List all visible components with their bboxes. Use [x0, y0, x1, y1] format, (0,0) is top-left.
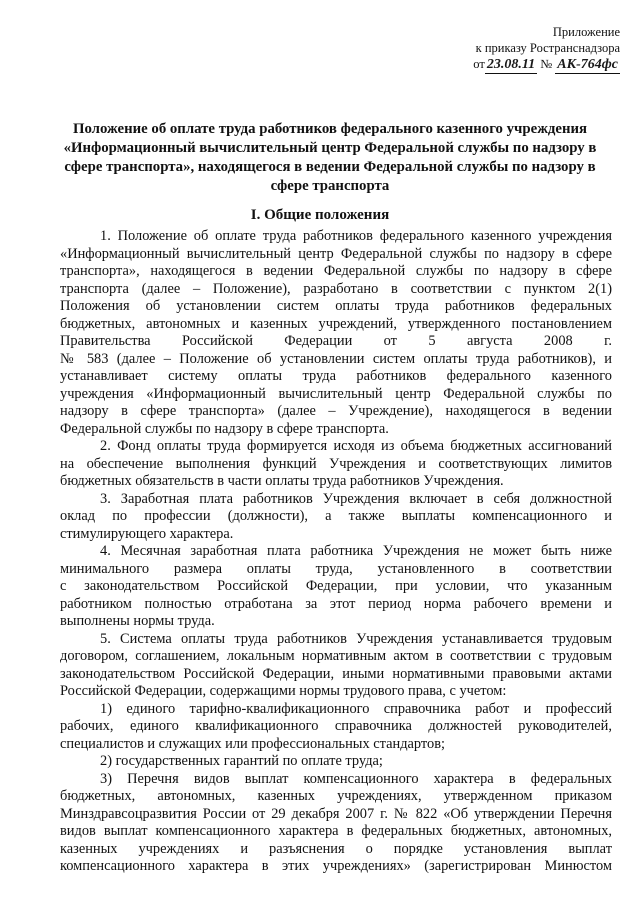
text-line: специалистов и служащих или профессиональных стандартов; [60, 735, 446, 752]
paragraph [60, 491, 612, 544]
text-line: № 583 (далее – Положение об установлении систем оплаты труда работников), и [60, 350, 612, 367]
text-line: 3) Перечня видов выплат компенсационного характера в федеральных [100, 770, 612, 787]
text-line: 4. Месячная заработная плата работника Учреждения не может быть ниже [100, 543, 612, 559]
text-line: работником полностью отработана за этот период норма рабочего времени и [60, 595, 612, 612]
text-line: учреждения «Информационный вычислительный центр Федеральной службы по [60, 385, 612, 402]
text-line: Положения об установлении систем оплаты труда работников федеральных [60, 298, 612, 314]
text-line: 5. Система оплаты труда работников Учреждения устанавливается трудовым [100, 630, 612, 647]
title-line: сфере транспорта», находящегося в ведении Федеральной службы по надзору в [64, 159, 596, 175]
document-body [60, 228, 612, 876]
order-reference: к приказу Ространснадзора [475, 41, 620, 55]
text-line: на обеспечение выполнения функций Учреждения и соответствующих лимитов [60, 455, 612, 472]
text-line: видов выплат компенсационного характера в федеральных бюджетных, автономных, [60, 823, 612, 839]
text-line: с законодательством Российской Федерации, при условии, что указанным [60, 578, 612, 594]
text-line: надзору в сфере транспорта» (далее – Учреждение), находящегося в ведении [60, 403, 612, 419]
order-date-number [440, 56, 620, 74]
appendix-label: Приложение [552, 25, 620, 39]
paragraph [60, 771, 612, 876]
text-line: бюджетных обязательств в части оплаты труда работников Учреждения. [60, 473, 504, 489]
text-line: Минздравсоцразвития России от 29 декабря 2007 г. № 822 «Об утверждении Перечня [60, 805, 612, 822]
paragraph [60, 228, 612, 438]
text-line: Российской Федерации, содержащими нормы трудового права, с учетом: [60, 683, 507, 699]
paragraph [60, 438, 612, 491]
text-line: 1. Положение об оплате труда работников федерального казенного учреждения [100, 228, 612, 244]
text-line: минимального размера оплаты труда, установленного в соответствии [60, 560, 612, 577]
text-line: транспорта (далее – Положение), разработано в соответствии с пунктом 2(1) [60, 280, 612, 297]
handwritten-date: 23.08.11 [486, 57, 536, 72]
text-line: устанавливает систему оплаты труда работников федерального казенного [60, 368, 612, 384]
text-line: договором, соглашением, локальным нормативным актом в соответствии с трудовым [60, 648, 612, 664]
paragraph [60, 631, 612, 701]
text-line: Федеральной службы по надзору в сфере транспорта. [60, 420, 389, 437]
paragraph [60, 543, 612, 631]
text-line: оклад по профессии (должности), а также выплаты компенсационного и [60, 508, 612, 524]
text-line: бюджетных, автономных, казенных учреждениях, утвержденном приказом [60, 788, 612, 804]
text-line: компенсационного характера в этих учреждениях» (зарегистрирован Минюстом [60, 858, 612, 874]
title-line: сфере транспорта [270, 178, 390, 194]
text-line: 1) единого тарифно-квалификационного справочника работ и профессий [100, 700, 612, 717]
document-title [50, 120, 610, 196]
title-line: Положение об оплате труда работников федерального казенного учреждения [72, 121, 588, 137]
appendix-header [440, 24, 620, 74]
text-line: бюджетных, автономных и казенных учреждений, утвержденного постановлением [60, 315, 612, 332]
text-line: казенных учреждениях и разъяснения о порядке установления выплат [60, 840, 612, 857]
title-line: «Информационный вычислительный центр Федеральной службы по надзору в [63, 140, 597, 156]
text-line: Правительства Российской Федерации от 5 августа 2008 г. [60, 333, 612, 349]
text-line: 3. Заработная плата работников Учреждения включает в себя должностной [100, 490, 612, 507]
text-line: «Информационный вычислительный центр Федеральной службы по надзору в сфере [60, 245, 612, 262]
text-line: 2. Фонд оплаты труда формируется исходя из объема бюджетных ассигнований [100, 438, 612, 454]
text-line: рабочих, единого квалификационного справочника должностей руководителей, [60, 718, 612, 734]
text-line: транспорта», находящегося в ведении Федеральной службы по надзору в сфере [60, 263, 612, 279]
date-prefix: от [473, 57, 485, 71]
number-prefix: № [540, 57, 553, 71]
paragraph [60, 753, 612, 771]
text-line: 2) государственных гарантий по оплате труда; [100, 753, 383, 769]
text-line: стимулирующего характера. [60, 525, 234, 542]
section-heading: I. Общие положения [250, 207, 390, 223]
text-line: законодательством Российской Федерации, иными нормативными правовыми актами [60, 665, 612, 682]
handwritten-number: АК-764фс [557, 57, 618, 72]
text-line: выполнены нормы труда. [60, 613, 215, 629]
paragraph [60, 701, 612, 754]
